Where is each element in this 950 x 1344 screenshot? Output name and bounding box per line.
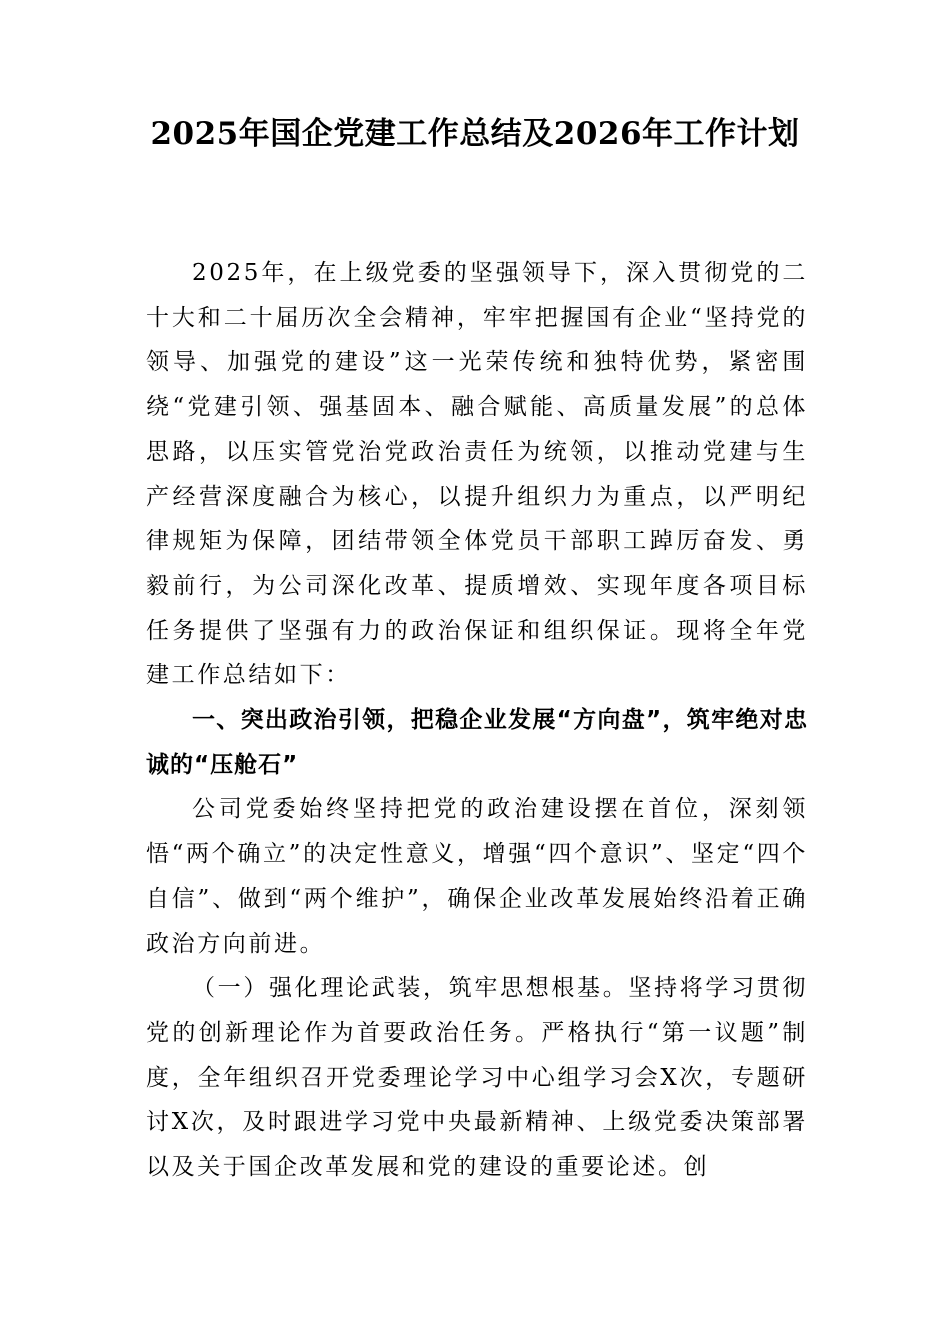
subsection-1-lead: （一）强化理论武装，筑牢思想根基。 [192,975,629,1002]
section-1-paragraph: 公司党委始终坚持把党的政治建设摆在首位，深刻领悟“两个确立”的决定性意义，增强“四个意识”、坚定“四个自信”、做到“两个维护”，确保企业改革发展始终沿着正确政治方向前进。 [146,796,808,957]
section-1-heading: 一、突出政治引领，把稳企业发展“方向盘”，筑牢绝对忠诚的“压舱石” [146,707,808,778]
intro-paragraph: 2025年，在上级党委的坚强领导下，深入贯彻党的二十大和二十届历次全会精神，牢牢把握国有企业“坚持党的领导、加强党的建设”这一光荣传统和独特优势，紧密围绕“党建引领、强基固本、融合赋能、高质量发展”的总体思路，以压实管党治党政治责任为统领，以推动党建与生产经营深度融合为核心，以提升组织力为重点，以严明纪律规矩为保障，团结带领全体党员干部职工踔厉奋发、勇毅前行，为公司深化改革、提质增效、实现年度各项目标任务提供了坚强有力的政治保证和组织保证。现将全年党建工作总结如下： [146,260,808,689]
subsection-1-paragraph [146,966,808,1190]
document-body [146,251,808,1190]
document-title: 2025年国企党建工作总结及2026年工作计划 [150,116,800,152]
subsection-1-text: 坚持将学习贯彻党的创新理论作为首要政治任务。严格执行“第一议题”制度，全年组织召开党委理论学习中心组学习会X次，专题研讨X次，及时跟进学习党中央最新精神、上级党委决策部署以及关于国企改革发展和党的建设的重要论述。创 [146,975,809,1181]
